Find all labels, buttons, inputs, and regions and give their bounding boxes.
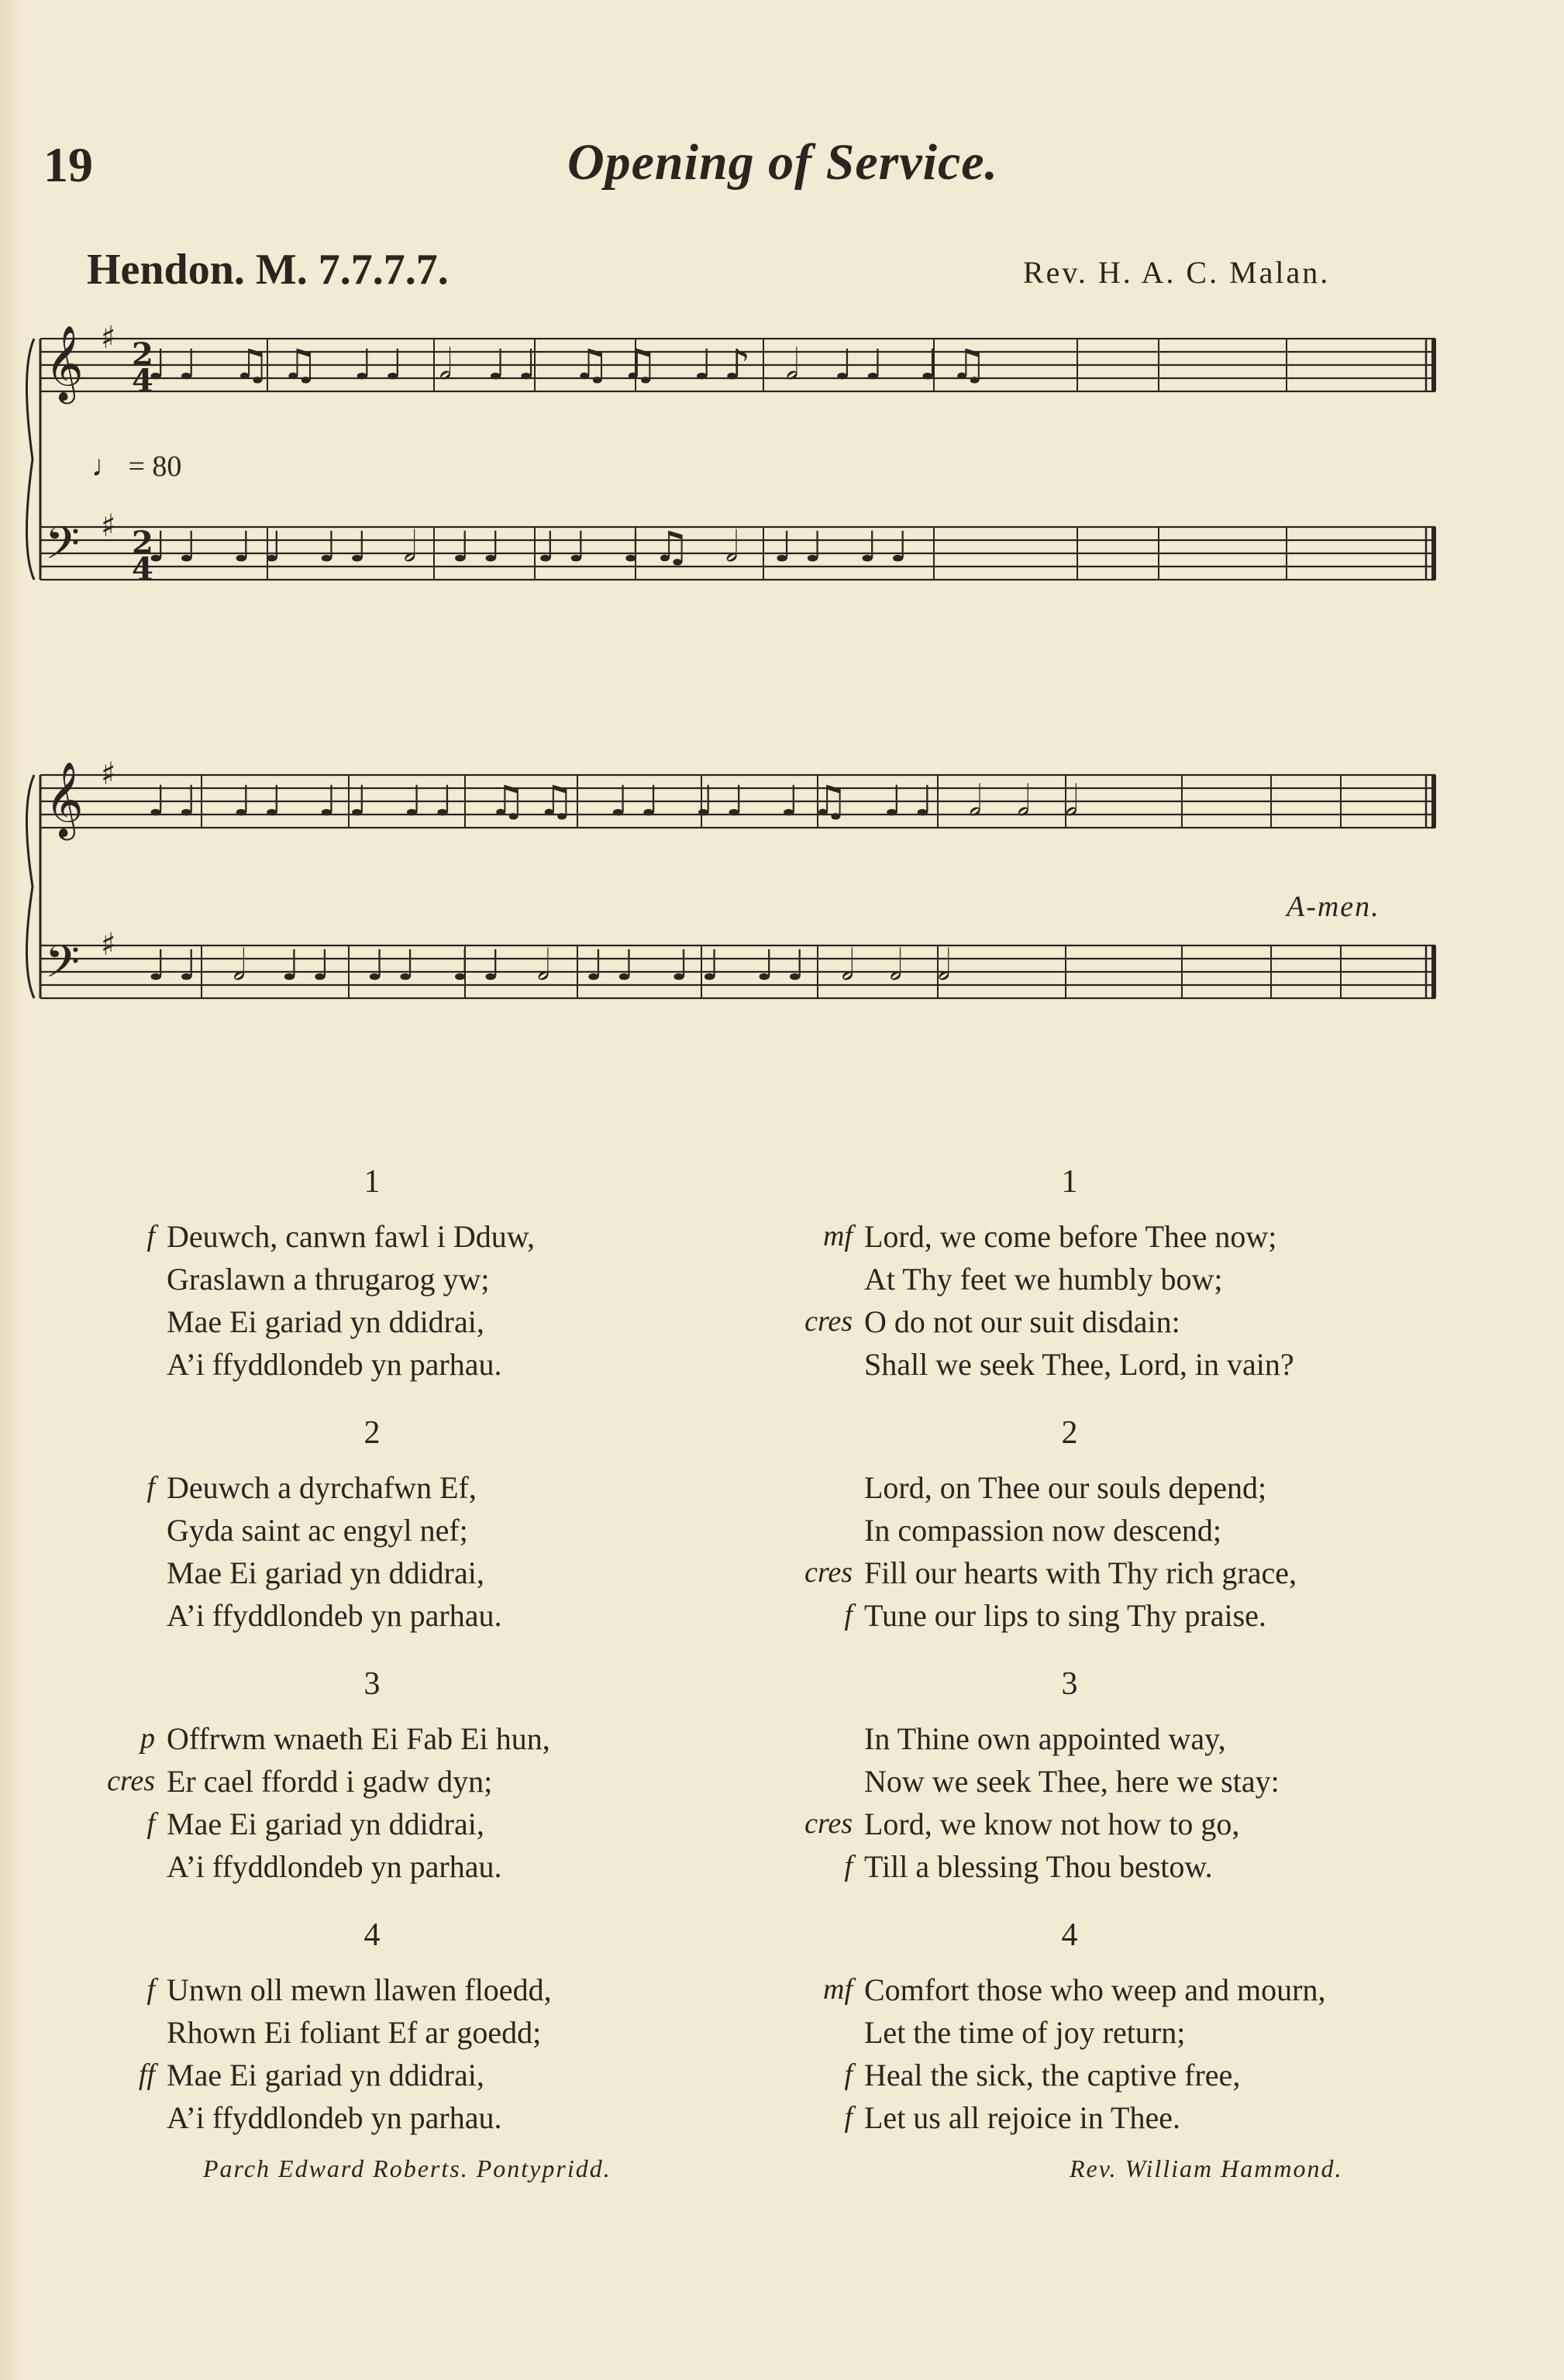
verse-line-text: Lord, we come before Thee now; <box>864 1219 1277 1254</box>
verse-line-text: Now we seek Thee, here we stay: <box>864 1764 1280 1799</box>
verse-number: 2 <box>363 1415 381 1451</box>
verse <box>85 1657 783 1888</box>
bass-notes: ♩♩ 𝅗𝅥 ♩♩ ♩♩ ♩♩ 𝅗𝅥 ♩♩ ♩♩ ♩♩ 𝅗𝅥 𝅗𝅥 𝅗𝅥 <box>147 941 962 990</box>
verse <box>85 1908 783 2139</box>
verse-line <box>783 1760 1480 1803</box>
dynamic-marking: cres <box>804 1305 853 1338</box>
verse-line-text: A’i ffyddlondeb yn parhau. <box>167 1849 502 1884</box>
verse <box>783 1908 1480 2139</box>
verse-line <box>783 1845 1480 1888</box>
key-signature-sharp: ♯ <box>101 320 116 356</box>
verse-line <box>85 1968 783 2011</box>
verse-number: 1 <box>1061 1164 1078 1200</box>
verse-line-text: Mae Ei gariad yn ddidrai, <box>167 1304 484 1339</box>
verse-line <box>783 1803 1480 1845</box>
verse-line <box>85 1803 783 1845</box>
verse-line <box>85 2011 783 2054</box>
dynamic-marking: f <box>844 1599 853 1631</box>
system-brace <box>26 339 34 580</box>
verse-line <box>85 1343 783 1386</box>
verse-line <box>85 1300 783 1343</box>
bass-clef: 𝄢 <box>45 517 81 580</box>
composer: Rev. H. A. C. Malan. <box>1023 255 1331 290</box>
verse-line <box>783 2096 1480 2139</box>
verse-line <box>85 1215 783 1258</box>
verse <box>85 1155 783 1386</box>
verse-line <box>783 1594 1480 1637</box>
verse-line-text: Fill our hearts with Thy rich grace, <box>864 1555 1297 1590</box>
verse-line <box>783 1552 1480 1594</box>
time-signature-top: 2 <box>132 336 153 373</box>
dynamic-marking: f <box>146 1973 155 2006</box>
verse <box>783 1657 1480 1888</box>
verse-number: 4 <box>363 1917 381 1953</box>
verse-line <box>85 1509 783 1552</box>
welsh-verses <box>85 1155 783 2183</box>
tune-name: Hendon. M. 7.7.7.7. <box>87 246 449 294</box>
dynamic-marking: f <box>844 2101 853 2134</box>
verse-line <box>783 1968 1480 2011</box>
music-score <box>0 0 1564 1124</box>
verse-line <box>85 1466 783 1509</box>
verse-line <box>783 1509 1480 1552</box>
dynamic-marking: f <box>146 1220 155 1252</box>
verse-line-text: Offrwm wnaeth Ei Fab Ei hun, <box>167 1721 550 1756</box>
verse-line-text: A’i ffyddlondeb yn parhau. <box>167 1598 502 1633</box>
verse-number: 1 <box>363 1164 381 1200</box>
verse-line-text: Rhown Ei foliant Ef ar goedd; <box>167 2015 542 2050</box>
dynamic-marking: f <box>844 1850 853 1882</box>
verse-line-text: Deuwch, canwn fawl i Dduw, <box>167 1219 536 1254</box>
verse-line-text: Er cael ffordd i gadw dyn; <box>167 1764 493 1799</box>
music-system-1 <box>26 320 1435 587</box>
verse-line-text: Till a blessing Thou bestow. <box>864 1849 1213 1884</box>
verse-number: 4 <box>1061 1917 1078 1953</box>
verse-line-text: Tune our lips to sing Thy praise. <box>864 1598 1266 1633</box>
verse-line-text: O do not our suit disdain: <box>864 1304 1180 1339</box>
verse <box>783 1406 1480 1637</box>
verse-line-text: A’i ffyddlondeb yn parhau. <box>167 2100 502 2135</box>
verse-number: 3 <box>1061 1666 1078 1702</box>
treble-notes: ♩♩ ♫♫ ♩♩ 𝅗𝅥 ♩♩ ♫♫ ♩♪ 𝅗𝅥 ♩♩ ♩♫ <box>147 340 998 389</box>
dynamic-marking: mf <box>823 1973 853 2006</box>
verse-line <box>783 2011 1480 2054</box>
verse-line-text: Heal the sick, the captive free, <box>864 2058 1241 2092</box>
tempo-marking: ♩ = 80 <box>91 450 182 483</box>
verse-line-text: Lord, on Thee our souls depend; <box>864 1470 1267 1505</box>
key-signature-sharp: ♯ <box>101 927 116 963</box>
dynamic-marking: f <box>146 1471 155 1503</box>
verse-line <box>783 1343 1480 1386</box>
dynamic-marking: mf <box>823 1220 853 1252</box>
verse-number: 2 <box>1061 1415 1078 1451</box>
verse-line <box>783 1215 1480 1258</box>
verse-line <box>85 2054 783 2096</box>
verse-line-text: Lord, we know not how to go, <box>864 1807 1240 1841</box>
verse-line <box>783 1300 1480 1343</box>
bass-notes: ♩♩ ♩♩ ♩♩ 𝅗𝅥 ♩♩ ♩♩ ♩♫ 𝅗𝅥 ♩♩ ♩♩ <box>147 522 920 571</box>
hymn-author: Parch Edward Roberts. Pontypridd. <box>203 2154 611 2182</box>
treble-notes: ♩♩ ♩♩ ♩♩ ♩♩ ♫♫ ♩♩ ♩♩ ♩♫ ♩♩ 𝅗𝅥 𝅗𝅥 𝅗𝅥 <box>147 777 1090 825</box>
verse-line <box>85 1552 783 1594</box>
dynamic-marking: cres <box>804 1556 853 1589</box>
verse-line-text: In Thine own appointed way, <box>864 1721 1226 1756</box>
key-signature-sharp: ♯ <box>101 508 116 544</box>
verse-line <box>85 1594 783 1637</box>
dynamic-marking: cres <box>804 1807 853 1840</box>
verse-line-text: Graslawn a thrugarog yw; <box>167 1262 490 1297</box>
verse-line-text: Mae Ei gariad yn ddidrai, <box>167 2058 484 2092</box>
time-signature-top: 2 <box>132 525 153 561</box>
verse-number: 3 <box>363 1666 381 1702</box>
verse <box>85 1406 783 1637</box>
dynamic-marking: cres <box>107 1765 155 1797</box>
verse-line-text: Comfort those who weep and mourn, <box>864 1972 1326 2007</box>
music-system-2 <box>26 756 1435 999</box>
verse-line-text: Let the time of joy return; <box>864 2015 1186 2050</box>
system-brace <box>26 775 34 998</box>
verse-line-text: Gyda saint ac engyl nef; <box>167 1513 468 1548</box>
verse-line <box>85 1717 783 1760</box>
dynamic-marking: f <box>844 2058 853 2091</box>
verse-line-text: Deuwch a dyrchafwn Ef, <box>167 1470 477 1505</box>
english-verses <box>783 1155 1480 2183</box>
dynamic-marking: f <box>146 1807 155 1840</box>
verse-line-text: Mae Ei gariad yn ddidrai, <box>167 1807 484 1841</box>
page-title: Opening of Service. <box>567 134 999 191</box>
verse-line <box>783 1717 1480 1760</box>
verse-line-text: Mae Ei gariad yn ddidrai, <box>167 1555 484 1590</box>
verse-line <box>783 2054 1480 2096</box>
page-number: 19 <box>43 137 93 192</box>
verse-line-text: Let us all rejoice in Thee. <box>864 2100 1180 2135</box>
verse-line-text: In compassion now descend; <box>864 1513 1222 1548</box>
time-signature-bottom: 4 <box>132 363 153 399</box>
verse-line-text: Unwn oll mewn llawen floedd, <box>167 1972 552 2007</box>
hymn-author: Rev. William Hammond. <box>1070 2154 1343 2182</box>
verse-line <box>85 1258 783 1300</box>
verse-line-text: At Thy feet we humbly bow; <box>864 1262 1223 1297</box>
verse-line-text: Shall we seek Thee, Lord, in vain? <box>864 1347 1294 1382</box>
dynamic-marking: ff <box>138 2058 155 2091</box>
time-signature-bottom: 4 <box>132 551 153 587</box>
bass-clef: 𝄢 <box>45 935 81 999</box>
treble-clef: 𝄞 <box>45 761 84 837</box>
verse-line-text: A’i ffyddlondeb yn parhau. <box>167 1347 502 1382</box>
verse-line <box>85 1845 783 1888</box>
verse-line <box>783 1258 1480 1300</box>
verse-line <box>85 1760 783 1803</box>
treble-clef: 𝄞 <box>45 325 84 401</box>
verse <box>783 1155 1480 1386</box>
verse-line <box>85 2096 783 2139</box>
verse-line <box>783 1466 1480 1509</box>
dynamic-marking: p <box>140 1722 155 1755</box>
key-signature-sharp: ♯ <box>101 756 116 792</box>
amen-text: A-men. <box>1287 890 1380 923</box>
